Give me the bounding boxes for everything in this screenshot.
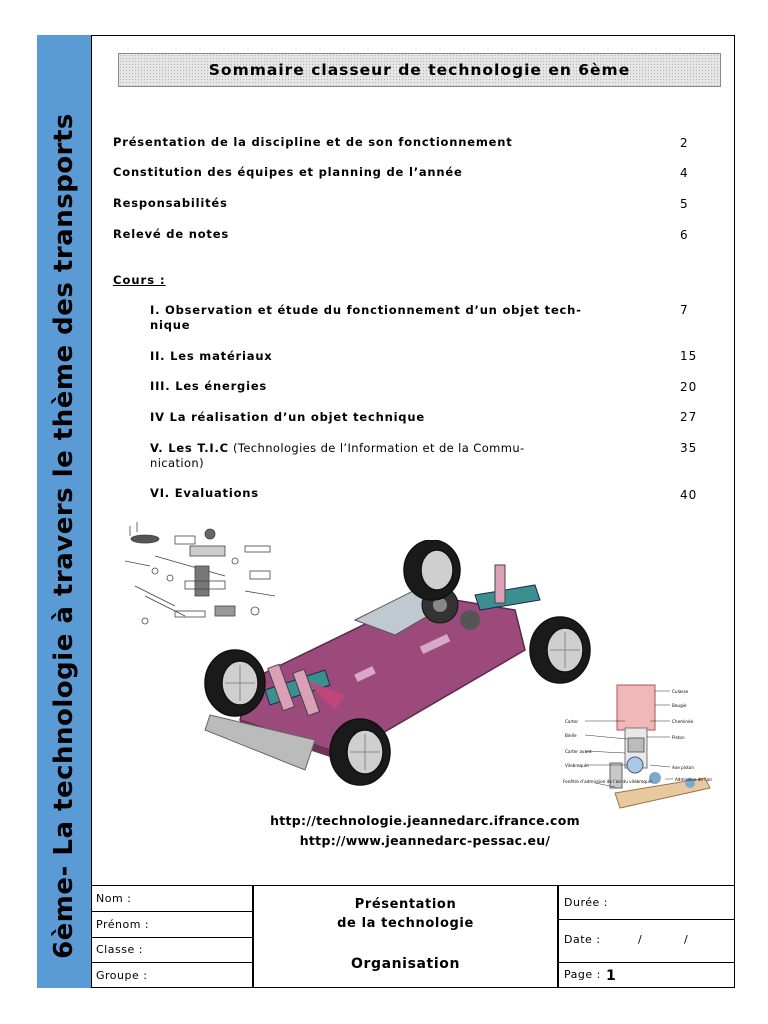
toc-item: Relevé de notes xyxy=(113,227,229,241)
cours-item-text-cont: nique xyxy=(150,318,191,332)
link-jeannedarc[interactable]: http://www.jeannedarc-pessac.eu/ xyxy=(299,833,551,848)
nom-label[interactable]: Nom : xyxy=(96,892,132,905)
footer-title-line1: Présentation xyxy=(354,897,457,912)
cours-heading: Cours : xyxy=(113,273,166,287)
side-title: 6ème- La technologie à travers le thème des transports xyxy=(49,113,79,959)
toc-item: Responsabilités xyxy=(113,196,228,210)
cours-item xyxy=(150,379,670,394)
toc-item: Constitution des équipes et planning de l’année xyxy=(113,165,463,179)
footer-subtitle: Organisation xyxy=(350,956,461,972)
toc-page: 2 xyxy=(680,136,689,150)
cours-item xyxy=(150,303,670,333)
rc-car-drawing xyxy=(195,540,595,790)
cours-item-text: V. Les T.I.C xyxy=(150,441,229,455)
footer-rule xyxy=(92,937,252,938)
engine-label: Culasse xyxy=(672,689,689,694)
date-separator: / xyxy=(684,933,689,946)
prenom-label[interactable]: Prénom : xyxy=(96,918,150,931)
cours-page: 20 xyxy=(680,380,698,394)
cours-item xyxy=(150,410,670,425)
link-technologie[interactable]: http://technologie.jeannedarc.ifrance.com xyxy=(270,813,580,828)
footer-rule xyxy=(92,962,252,963)
cours-page: 27 xyxy=(680,410,698,424)
toc-item: Présentation de la discipline et de son fonctionnement xyxy=(113,135,513,149)
engine-label: Carter xyxy=(565,719,579,724)
cours-item xyxy=(150,486,670,501)
footer-rule xyxy=(558,919,735,920)
document-title-box xyxy=(118,53,721,87)
cours-item-text: III. Les énergies xyxy=(150,379,268,393)
footer-rule xyxy=(92,911,252,912)
document-title: Sommaire classeur de technologie en 6ème xyxy=(208,61,631,79)
cours-item xyxy=(150,441,670,471)
cours-item-detail: (Technologies de l’Information et de la Commu- xyxy=(228,441,525,455)
toc-page: 6 xyxy=(680,228,689,242)
engine-label: Axe piston xyxy=(672,765,694,770)
engine-label: Admission de l’air xyxy=(675,777,713,782)
cours-item-text: II. Les matériaux xyxy=(150,349,273,363)
toc-page: 4 xyxy=(680,166,689,180)
footer-title-line2: de la technologie xyxy=(337,916,474,931)
date-label[interactable]: Date : xyxy=(564,933,601,946)
cours-item-detail-cont: nication) xyxy=(150,456,204,470)
engine-label: Fenêtre d’admission de l’air du vilebrequin xyxy=(563,779,653,784)
page-label: Page : xyxy=(564,968,601,981)
page-number: 1 xyxy=(606,968,617,984)
cours-item-text: VI. Evaluations xyxy=(150,486,259,500)
toc-page: 5 xyxy=(680,197,689,211)
footer-rule xyxy=(558,962,735,963)
cours-item-text: IV La réalisation d’un objet technique xyxy=(150,410,425,424)
duree-label[interactable]: Durée : xyxy=(564,896,608,909)
cours-page: 40 xyxy=(680,488,698,502)
engine-label: Cheminée xyxy=(672,719,694,724)
engine-label: Piston xyxy=(672,735,685,740)
classe-label[interactable]: Classe : xyxy=(96,943,143,956)
cours-page: 7 xyxy=(680,303,689,317)
cours-item xyxy=(150,349,670,364)
groupe-label[interactable]: Groupe : xyxy=(96,969,148,982)
engine-label: Vilebrequin xyxy=(565,763,589,768)
cours-page: 15 xyxy=(680,349,698,363)
engine-label: Carter avant xyxy=(565,749,592,754)
engine-label: Bielle xyxy=(565,733,577,738)
engine-section-drawing xyxy=(555,683,715,813)
cours-page: 35 xyxy=(680,441,698,455)
cours-item-text: I. Observation et étude du fonctionnement d’un objet tech- xyxy=(150,303,582,317)
date-separator: / xyxy=(638,933,643,946)
engine-label: Bougie xyxy=(672,703,687,708)
